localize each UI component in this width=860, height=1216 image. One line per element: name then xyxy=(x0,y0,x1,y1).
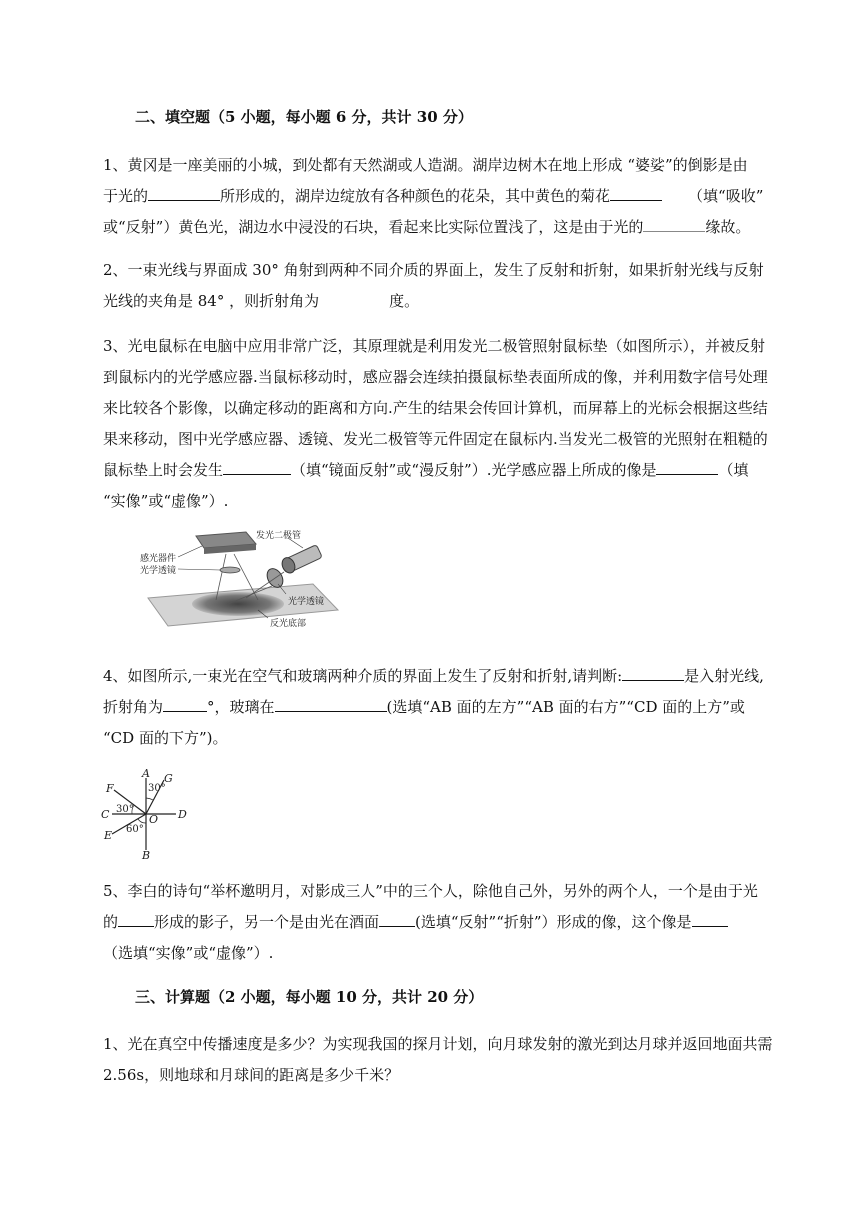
q2-line-2a: 光线的夹角是 84° ，则折射角为 xyxy=(103,292,320,310)
q3-line-1: 3、光电鼠标在电脑中应用非常广泛，其原理就是利用发光二极管照射鼠标垫（如图所示），并被反射 xyxy=(103,337,766,355)
label-pad: 反光底部 xyxy=(270,619,307,629)
calc-q1-line-1: 1、光在真空中传播速度是多少？为实现我国的探月计划，向月球发射的激光到达月球并返回地面共需 xyxy=(103,1035,773,1053)
q1-line-2c: （填“吸收” xyxy=(688,187,764,205)
q3-line-6: “实像”或“虚像”）. xyxy=(103,492,229,510)
calc-question-1 xyxy=(103,1029,803,1091)
answer-blank[interactable] xyxy=(622,663,684,681)
q3-line-5b: （填“镜面反射”或“漫反射”）.光学感应器上所成的像是 xyxy=(291,461,657,479)
answer-blank[interactable] xyxy=(163,694,207,712)
label-sensor: 感光器件 xyxy=(140,554,177,564)
answer-blank[interactable] xyxy=(643,214,705,232)
answer-blank[interactable] xyxy=(275,694,387,712)
q4-line-1b: 是入射光线, xyxy=(684,667,764,685)
section-title-fill-blank: 二、填空题（5 小题，每小题 6 分，共计 30 分） xyxy=(135,108,473,126)
answer-blank[interactable] xyxy=(118,909,154,927)
q4-line-2c: (选填“AB 面的左方”“AB 面的右方”“CD 面的上方”或 xyxy=(386,698,745,716)
q2-line-2b: 度。 xyxy=(389,292,420,310)
q5-line-3: （选填“实像”或“虚像”）. xyxy=(103,944,274,962)
q3-line-5c: （填 xyxy=(718,461,749,479)
q3-line-2: 到鼠标内的光学感应器.当鼠标移动时，感应器会连续拍摄鼠标垫表面所成的像，并利用数字信号处理 xyxy=(103,368,768,386)
question-2 xyxy=(103,255,803,317)
q5-line-1: 5、李白的诗句“举杯邀明月，对影成三人”中的三个人，除他自己外，另外的两个人，一个是由于光 xyxy=(103,882,758,900)
light-spot xyxy=(192,592,284,616)
q4-line-1a: 4、如图所示,一束光在空气和玻璃两种介质的界面上发生了反射和折射,请判断: xyxy=(103,667,623,685)
question-5 xyxy=(103,876,803,969)
answer-blank[interactable] xyxy=(148,183,220,201)
angle-label-bottom: 60° xyxy=(126,824,144,835)
q1-line-3b: 缘故。 xyxy=(705,218,751,236)
q3-line-4: 果来移动，图中光学感应器、透镜、发光二极管等元件固定在鼠标内.当发光二极管的光照射在粗糙的 xyxy=(103,430,768,448)
q1-line-2b: 所形成的，湖岸边绽放有各种颜色的花朵，其中黄色的菊花 xyxy=(220,187,611,205)
angle-label-top: 30° xyxy=(148,783,166,794)
q1-line-3a: 或“反射”）黄色光，湖边水中浸没的石块，看起来比实际位置浅了，这是由于光的 xyxy=(103,218,644,236)
led-shape xyxy=(280,544,323,575)
q4-line-2b: °，玻璃在 xyxy=(207,698,275,716)
q5-line-2b: 形成的影子，另一个是由光在酒面 xyxy=(154,913,380,931)
angle-label-left: 30° xyxy=(116,804,134,815)
label-a: A xyxy=(142,768,150,780)
label-d: D xyxy=(178,808,187,821)
label-lens-left: 光学透镜 xyxy=(140,566,177,576)
answer-blank[interactable] xyxy=(692,909,728,927)
label-c: C xyxy=(101,808,110,821)
answer-blank[interactable] xyxy=(379,909,415,927)
optical-mouse-figure xyxy=(138,526,344,630)
q1-line-1: 1、黄冈是一座美丽的小城，到处都有天然湖或人造湖。湖岸边树木在地上形成 “婆娑”的倒影是由 xyxy=(103,156,748,174)
label-o: O xyxy=(149,813,159,826)
q5-line-2a: 的 xyxy=(103,913,119,931)
answer-blank[interactable] xyxy=(610,183,662,201)
label-led: 发光二极管 xyxy=(256,531,302,541)
label-lens-right: 光学透镜 xyxy=(288,597,325,607)
answer-blank[interactable] xyxy=(223,457,291,475)
label-b: B xyxy=(142,849,151,860)
q5-line-2c: (选填“反射”“折射”）形成的像，这个像是 xyxy=(415,913,692,931)
q4-line-3: “CD 面的下方”)。 xyxy=(103,729,228,747)
calc-q1-line-2: 2.56s，则地球和月球间的距离是多少千米？ xyxy=(103,1066,400,1084)
refraction-diagram xyxy=(98,768,194,860)
label-g: G xyxy=(164,772,173,785)
label-e: E xyxy=(104,829,113,842)
question-3 xyxy=(103,331,803,517)
q1-line-2a: 于光的 xyxy=(103,187,149,205)
q2-line-1: 2、一束光线与界面成 30° 角射到两种不同介质的界面上，发生了反射和折射，如果折射光线与反射 xyxy=(103,261,764,279)
label-f: F xyxy=(106,782,114,795)
answer-blank[interactable] xyxy=(656,457,718,475)
question-4 xyxy=(103,661,803,754)
q3-line-5a: 鼠标垫上时会发生 xyxy=(103,461,224,479)
lens-shape xyxy=(220,567,240,573)
q3-line-3: 来比较各个影像，以确定移动的距离和方向.产生的结果会传回计算机，而屏幕上的光标会根据这些结 xyxy=(103,399,768,417)
question-1 xyxy=(103,150,803,243)
section-title-calculation: 三、计算题（2 小题，每小题 10 分，共计 20 分） xyxy=(135,988,484,1006)
q4-line-2a: 折射角为 xyxy=(103,698,164,716)
